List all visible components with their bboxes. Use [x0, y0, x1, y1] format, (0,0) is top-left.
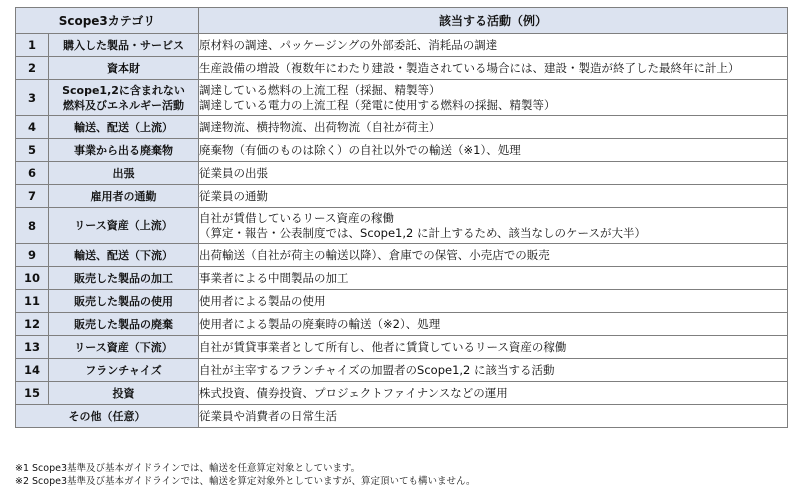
activity-example [199, 359, 788, 382]
category-line: 雇用者の通勤 [90, 189, 157, 203]
activity-line: 調達している燃料の上流工程（採掘、精製等） [199, 82, 441, 97]
table-row [16, 185, 788, 208]
table-row [16, 208, 788, 244]
activity-line: （算定・報告・公表制度では、Scope1,2 に計上するため、該当なしのケースが大半） [199, 225, 646, 240]
activity-example [199, 336, 788, 359]
category-name [49, 80, 199, 116]
activity-line: 株式投資、債券投資、プロジェクトファイナンスなどの運用 [199, 385, 508, 400]
activity-example [199, 162, 788, 185]
table-row [16, 267, 788, 290]
category-number: 5 [16, 139, 49, 162]
table-body [16, 34, 788, 405]
activity-example [199, 185, 788, 208]
category-number: 4 [16, 116, 49, 139]
category-name [49, 116, 199, 139]
category-number: 3 [16, 80, 49, 116]
table-row [16, 244, 788, 267]
activity-line: 従業員の通勤 [199, 188, 269, 203]
activity-example [199, 290, 788, 313]
activity-example [199, 139, 788, 162]
activity-line: 使用者による製品の廃棄時の輸送（※2）、処理 [199, 316, 441, 331]
footnotes [15, 462, 476, 488]
activity-line: 原材料の調達、パッケージングの外部委託、消耗品の調達 [199, 37, 498, 52]
activity-line: 自社が主宰するフランチャイズの加盟者のScope1,2 に該当する活動 [199, 362, 555, 377]
table-row [16, 116, 788, 139]
category-line: 燃料及びエネルギー活動 [63, 98, 184, 112]
other-row [16, 405, 788, 428]
category-line: 事業から出る廃棄物 [74, 143, 173, 157]
activity-line: 生産設備の増設（複数年にわたり建設・製造されている場合には、建設・製造が終了した最終年に計上） [199, 60, 740, 75]
header-category: Scope3カテゴリ [16, 8, 199, 34]
activity-example [199, 313, 788, 336]
category-number: 9 [16, 244, 49, 267]
category-name [49, 139, 199, 162]
activity-line: 従業員の出張 [199, 165, 269, 180]
category-number: 7 [16, 185, 49, 208]
category-line: 販売した製品の使用 [74, 294, 173, 308]
table-row [16, 34, 788, 57]
category-line: 出張 [112, 166, 135, 180]
category-name [49, 313, 199, 336]
activity-line: 自社が賃借しているリース資産の稼働 [199, 210, 394, 225]
activity-example [199, 267, 788, 290]
activity-line: 調達している電力の上流工程（発電に使用する燃料の採掘、精製等） [199, 97, 556, 112]
activity-line: 調達物流、横持物流、出荷物流（自社が荷主） [199, 119, 441, 134]
scope3-category-table [15, 7, 788, 428]
other-category: その他（任意） [16, 405, 199, 428]
footnote-2: ※2 Scope3基準及び基本ガイドラインでは、輸送を算定対象外としていますが、算定頂いても構いません。 [15, 476, 476, 487]
category-name [49, 208, 199, 244]
category-line: Scope1,2に含まれない [62, 83, 185, 97]
category-name [49, 34, 199, 57]
category-number: 10 [16, 267, 49, 290]
category-name [49, 290, 199, 313]
category-line: 投資 [112, 386, 135, 400]
category-number: 8 [16, 208, 49, 244]
category-line: 販売した製品の加工 [74, 271, 173, 285]
activity-example [199, 382, 788, 405]
category-number: 11 [16, 290, 49, 313]
header-row [16, 8, 788, 34]
category-number: 12 [16, 313, 49, 336]
category-name [49, 162, 199, 185]
category-name [49, 185, 199, 208]
footnote-1: ※1 Scope3基準及び基本ガイドラインでは、輸送を任意算定対象としています。 [15, 463, 361, 474]
table-row [16, 382, 788, 405]
category-name [49, 359, 199, 382]
category-line: リース資産（下流） [74, 340, 173, 354]
header-activity: 該当する活動（例） [199, 8, 788, 34]
activity-example [199, 244, 788, 267]
table-row [16, 57, 788, 80]
category-name [49, 336, 199, 359]
category-line: フランチャイズ [85, 363, 162, 377]
table-row [16, 80, 788, 116]
activity-example [199, 34, 788, 57]
category-number: 2 [16, 57, 49, 80]
category-line: 資本財 [107, 61, 140, 75]
activity-example [199, 80, 788, 116]
category-number: 14 [16, 359, 49, 382]
activity-line: 自社が賃貸事業者として所有し、他者に賃貸しているリース資産の稼働 [199, 339, 567, 354]
activity-example [199, 116, 788, 139]
category-line: 輸送、配送（下流） [74, 248, 173, 262]
table-row [16, 313, 788, 336]
category-number: 1 [16, 34, 49, 57]
category-name [49, 244, 199, 267]
category-line: 購入した製品・サービス [63, 38, 184, 52]
category-name [49, 57, 199, 80]
category-number: 13 [16, 336, 49, 359]
category-name [49, 382, 199, 405]
category-name [49, 267, 199, 290]
table-row [16, 162, 788, 185]
activity-line: 事業者による中間製品の加工 [199, 270, 349, 285]
other-activity: 従業員や消費者の日常生活 [199, 405, 788, 428]
category-number: 6 [16, 162, 49, 185]
activity-line: 廃棄物（有価のものは除く）の自社以外での輸送（※1）、処理 [199, 142, 521, 157]
category-line: リース資産（上流） [74, 219, 173, 232]
table-row [16, 290, 788, 313]
activity-line: 出荷輸送（自社が荷主の輸送以降）、倉庫での保管、小売店での販売 [199, 247, 550, 262]
table-row [16, 359, 788, 382]
table-row [16, 139, 788, 162]
category-line: 販売した製品の廃棄 [74, 317, 173, 331]
activity-line: 使用者による製品の使用 [199, 293, 326, 308]
category-line: 輸送、配送（上流） [74, 120, 173, 134]
activity-example [199, 57, 788, 80]
category-number: 15 [16, 382, 49, 405]
activity-example [199, 208, 788, 244]
table-row [16, 336, 788, 359]
